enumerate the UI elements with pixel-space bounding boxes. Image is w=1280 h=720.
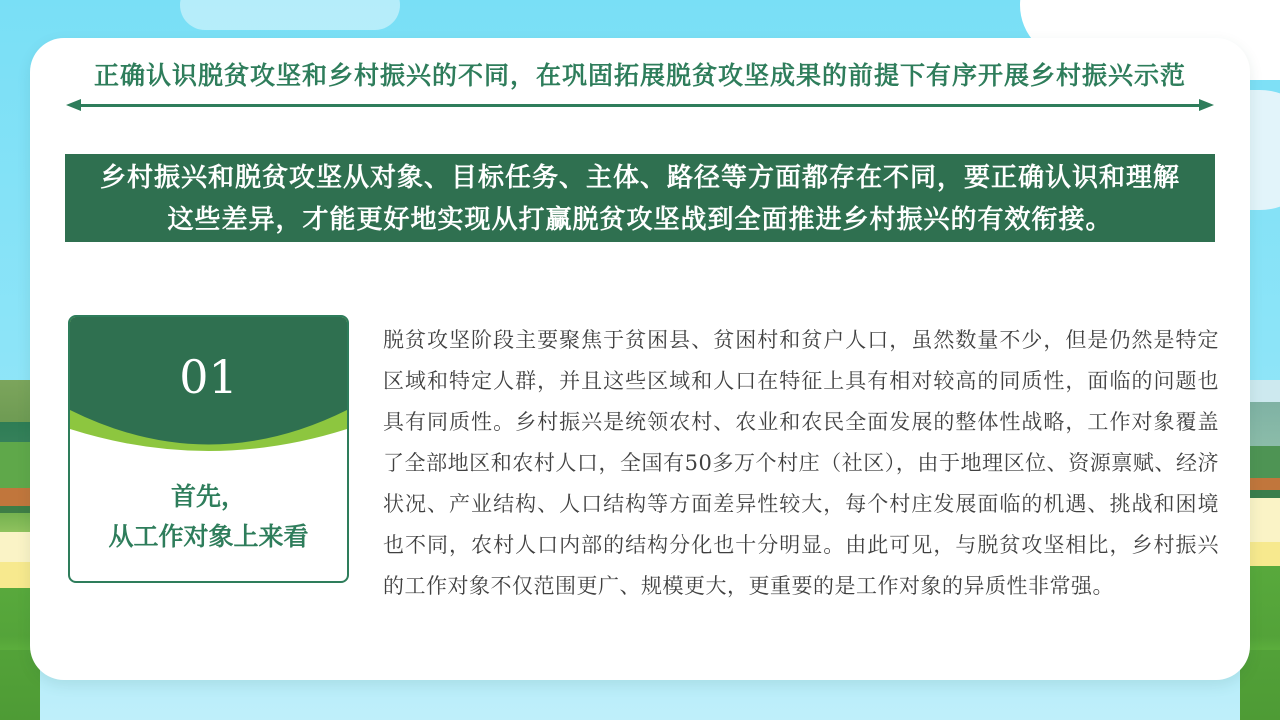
summary-banner [65, 154, 1215, 242]
banner-line-2: 这些差异，才能更好地实现从打赢脱贫攻坚战到全面推进乡村振兴的有效衔接。 [167, 204, 1113, 234]
section-caption-line-1: 首先， [170, 482, 246, 511]
section-caption-line-2: 从工作对象上来看 [108, 522, 309, 551]
title-rule-line [81, 104, 1199, 107]
body-paragraph: 脱贫攻坚阶段主要聚焦于贫困县、贫困村和贫户人口，虽然数量不少，但是仍然是特定区域和特定人群，并且这些区域和人口在特征上具有相对较高的同质性，面临的问题也具有同质性。乡村振兴是统领农村、农业和农民全面发展的整体性战略，工作对象覆盖了全部地区和农村人口，全国有50多万个村庄（社区），由于地理区位、资源禀赋、经济状况、产业结构、人口结构等方面差异性较大，每个村庄发展面临的机遇、挑战和困境也不同，农村人口内部的结构分化也十分明显。由此可见，与脱贫攻坚相比，乡村振兴的工作对象不仅范围更广、规模更大，更重要的是工作对象的异质性非常强。 [383, 328, 1219, 598]
arrow-right-icon [1199, 99, 1214, 111]
cloud-top-left [180, 0, 400, 30]
page-title: 正确认识脱贫攻坚和乡村振兴的不同，在巩固拓展脱贫攻坚成果的前提下有序开展乡村振兴示范 [93, 62, 1186, 90]
section-caption [70, 477, 347, 557]
slide-card [30, 38, 1250, 680]
title-underline-arrow [66, 99, 1214, 111]
arrow-left-icon [66, 99, 81, 111]
section-number: 01 [179, 350, 238, 404]
banner-line-1: 乡村振兴和脱贫攻坚从对象、目标任务、主体、路径等方面都存在不同，要正确认识和理解 [99, 162, 1180, 192]
number-card [68, 315, 349, 583]
